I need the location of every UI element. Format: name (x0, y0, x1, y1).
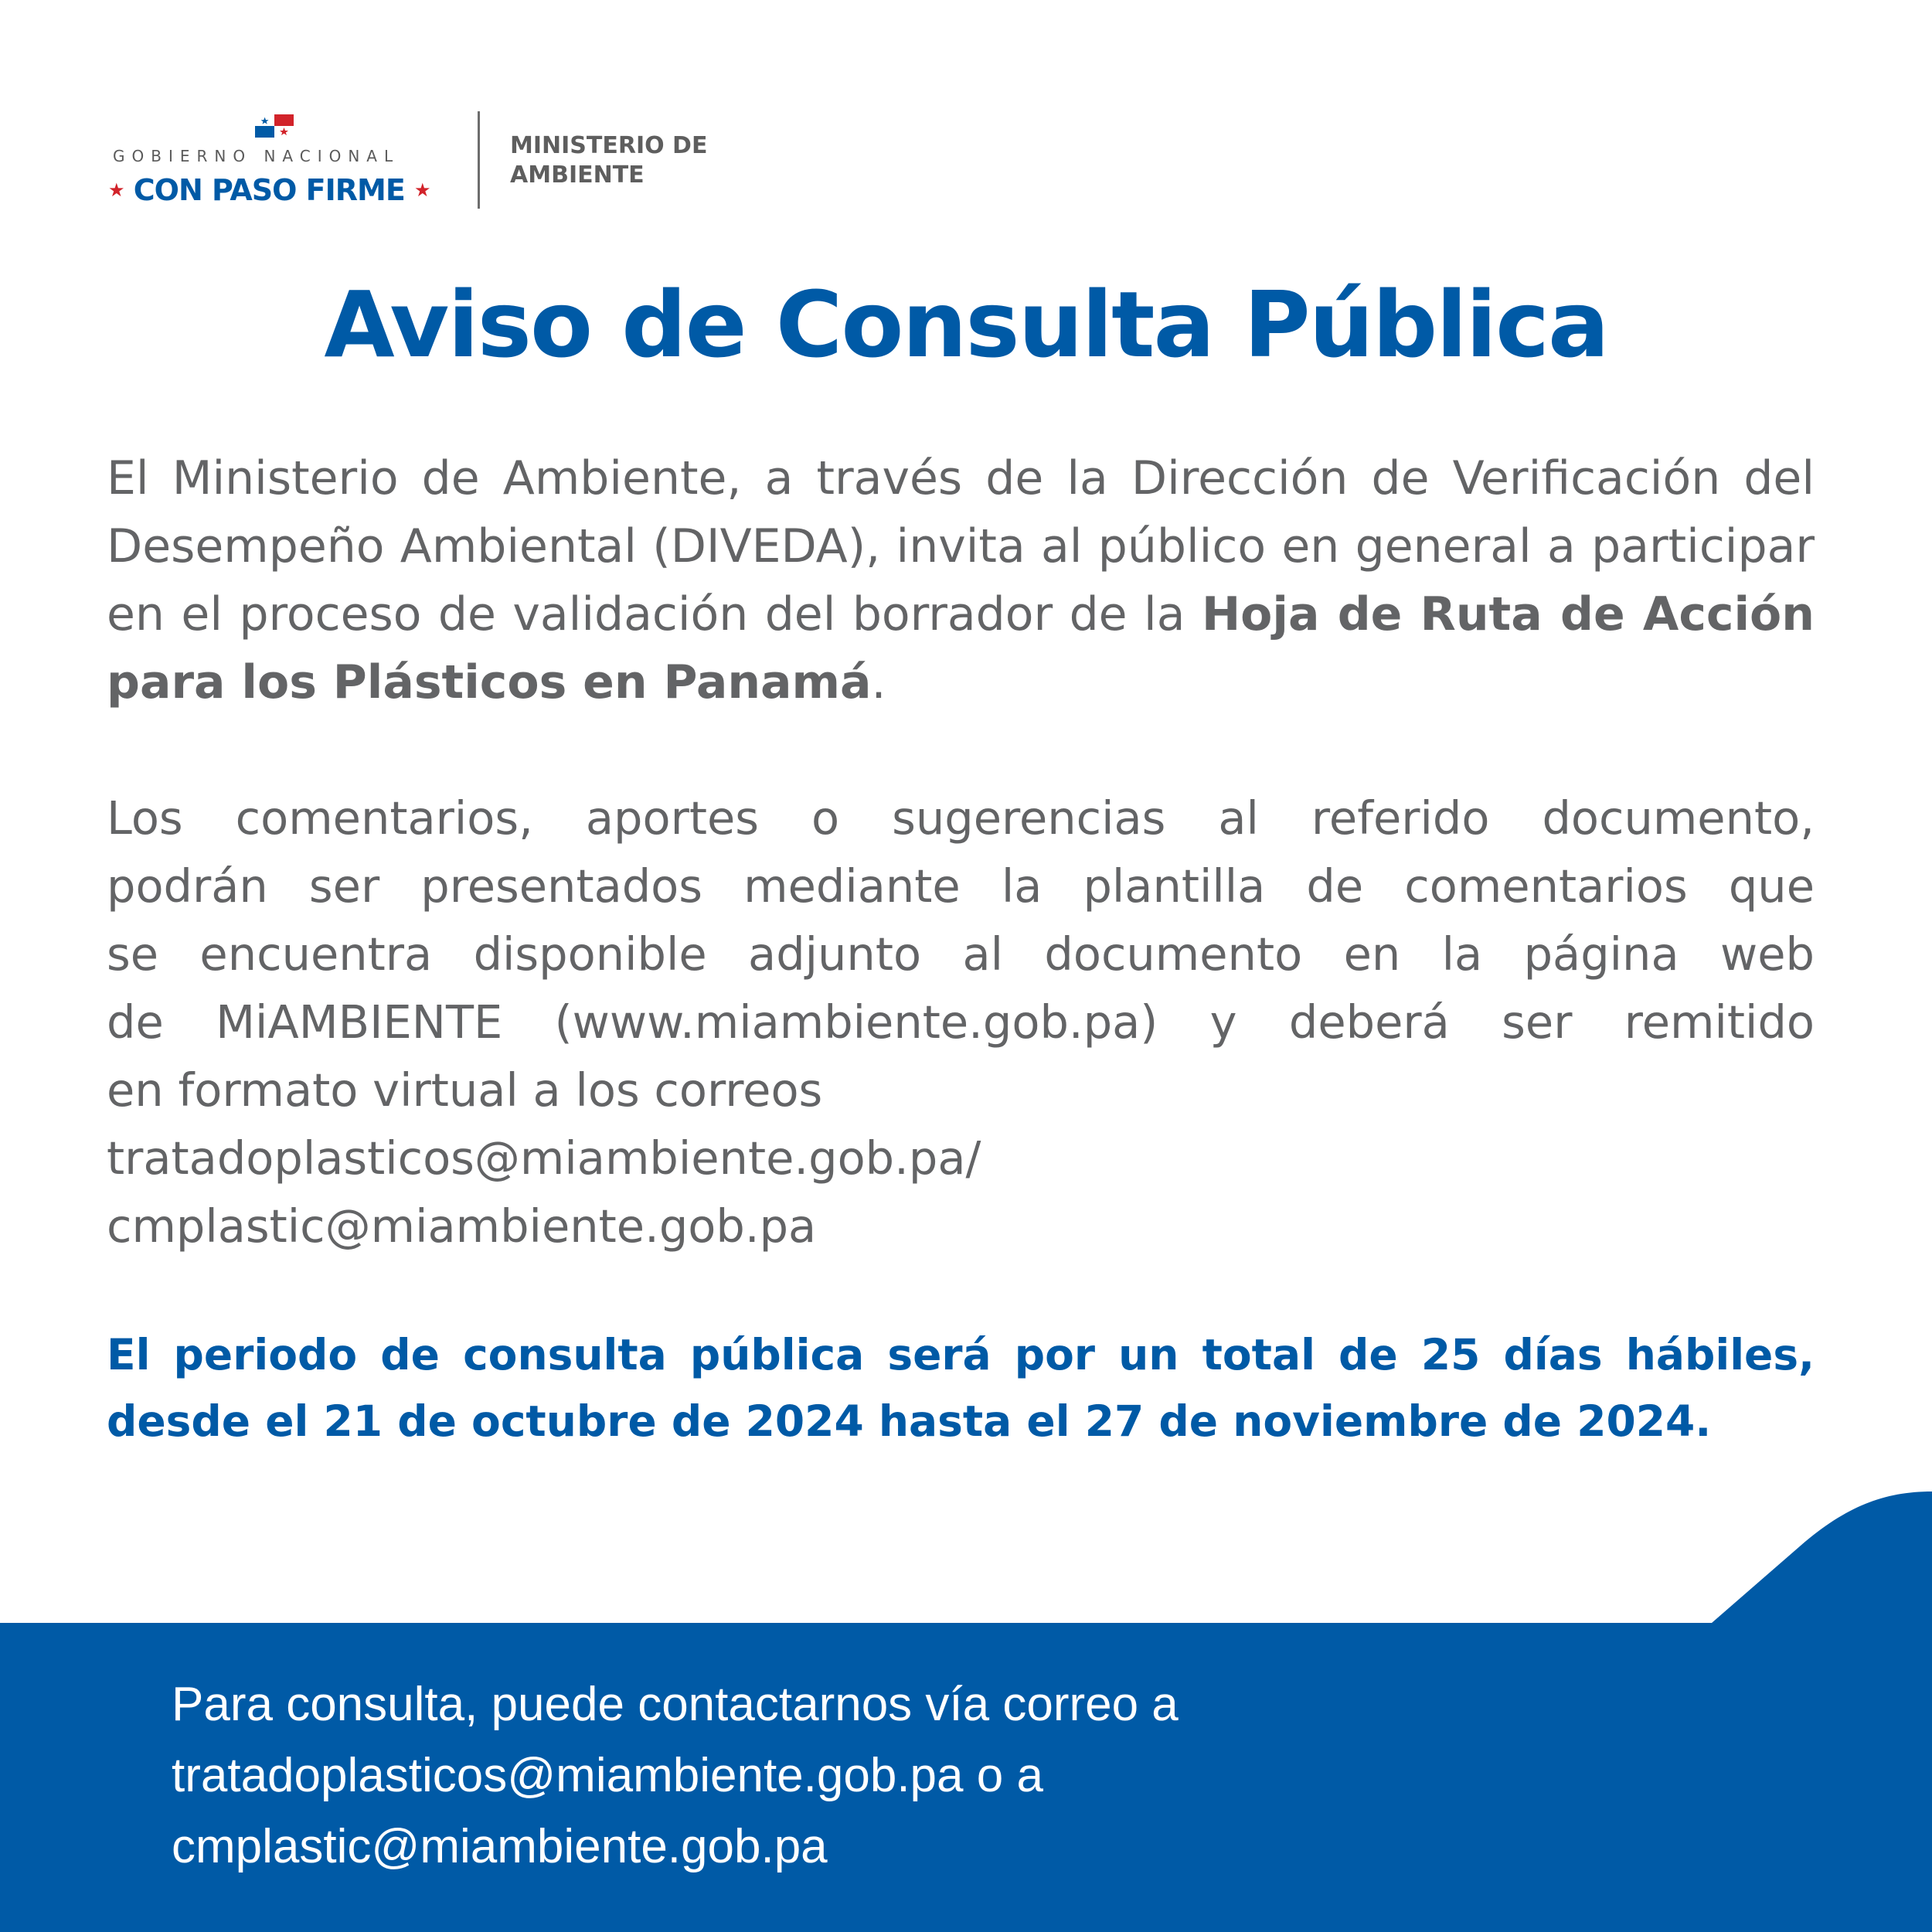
footer-contact (172, 1669, 1640, 1883)
comments-line: podrán ser presentados mediante la plantilla de comentarios que (107, 859, 1815, 913)
logo-divider (478, 111, 480, 209)
gov-line1: GOBIERNO NACIONAL (113, 147, 400, 165)
intro-bold-text: Hoja de Ruta de Acción para los Plásticos en Panamá (107, 587, 1815, 709)
comments-line: de MiAMBIENTE (www.miambiente.gob.pa) y deberá ser remitido (107, 995, 1815, 1049)
star-icon: ★ (414, 179, 430, 201)
gov-line2-wrapper (108, 173, 448, 207)
ministry-logo (510, 131, 804, 190)
comments-line: se encuentra disponible adjunto al documento en la página web (107, 927, 1815, 981)
intro-text: El Ministerio de Ambiente, a través de la Dirección de Verificación del Desempeño Ambiental (DIVEDA), invita al público en general a participar en el proceso de validación del borrador de la (107, 451, 1815, 641)
ministry-line2: AMBIENTE (510, 162, 645, 189)
intro-end: . (871, 655, 886, 709)
comments-line: Los comentarios, aportes o sugerencias al referido documento, (107, 791, 1815, 845)
comments-email-2: cmplastic@miambiente.gob.pa (107, 1199, 817, 1253)
panama-flag-icon (255, 114, 294, 138)
page-title: Aviso de Consulta Pública (324, 271, 1608, 378)
ministry-line1: MINISTERIO DE (510, 132, 708, 159)
government-logo (108, 108, 448, 216)
comments-line: en formato virtual a los correos (107, 1063, 823, 1117)
paragraph-period: El periodo de consulta pública será por un total de 25 días hábiles, desde el 21 de octubre de 2024 hasta el 27 de noviembre de 2024. (107, 1330, 1815, 1446)
gov-line2-text: CON PASO FIRME (133, 173, 405, 207)
paragraph-comments (107, 784, 1815, 1260)
header (108, 108, 804, 216)
footer-line: Para consulta, puede contactarnos vía correo a (172, 1678, 1179, 1731)
star-icon: ★ (108, 179, 124, 201)
footer-email-1: tratadoplasticos@miambiente.gob.pa o a (172, 1749, 1043, 1802)
comments-email-1: tratadoplasticos@miambiente.gob.pa/ (107, 1131, 981, 1185)
footer-email-2: cmplastic@miambiente.gob.pa (172, 1820, 828, 1873)
paragraph-intro (107, 444, 1815, 716)
